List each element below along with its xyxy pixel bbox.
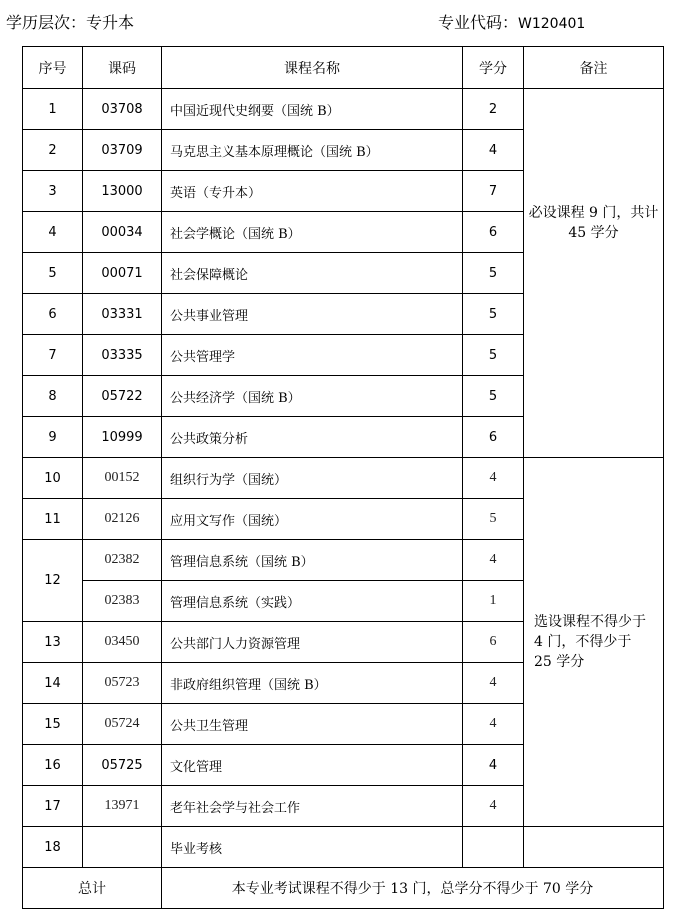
row-name: 社会保障概论	[162, 253, 463, 294]
row-credit: 4	[463, 704, 524, 745]
row-no: 10	[23, 458, 83, 499]
row-name: 毕业考核	[162, 827, 463, 868]
row-code: 02382	[83, 540, 162, 581]
header-no: 序号	[23, 47, 83, 89]
row-name: 组织行为学（国统）	[162, 458, 463, 499]
row-credit: 4	[463, 663, 524, 704]
row-credit: 7	[463, 171, 524, 212]
row-no: 7	[23, 335, 83, 376]
row-code: 13971	[83, 786, 162, 827]
row-name: 英语（专升本）	[162, 171, 463, 212]
header-code: 课码	[83, 47, 162, 89]
table-row	[23, 458, 664, 499]
major-code-value: W120401	[518, 16, 586, 32]
header-remark: 备注	[524, 47, 664, 89]
row-credit: 6	[463, 212, 524, 253]
remark-required: 必设课程 9 门，共计 45 学分	[524, 89, 664, 458]
row-name: 应用文写作（国统）	[162, 499, 463, 540]
row-code: 10999	[83, 417, 162, 458]
row-no: 3	[23, 171, 83, 212]
row-no: 16	[23, 745, 83, 786]
row-no: 18	[23, 827, 83, 868]
row-name: 中国近现代史纲要（国统 B）	[162, 89, 463, 130]
row-code: 03708	[83, 89, 162, 130]
row-no: 12	[23, 540, 83, 622]
education-level: 学历层次：专升本	[6, 13, 135, 32]
row-name: 马克思主义基本原理概论（国统 B）	[162, 130, 463, 171]
row-name: 社会学概论（国统 B）	[162, 212, 463, 253]
row-name: 老年社会学与社会工作	[162, 786, 463, 827]
row-name: 公共政策分析	[162, 417, 463, 458]
row-credit: 4	[463, 786, 524, 827]
row-name: 公共部门人力资源管理	[162, 622, 463, 663]
row-code: 05724	[83, 704, 162, 745]
major-code	[438, 10, 585, 33]
row-credit: 1	[463, 581, 524, 622]
row-name: 管理信息系统（国统 B）	[162, 540, 463, 581]
table-row	[23, 827, 664, 868]
row-name: 文化管理	[162, 745, 463, 786]
row-name: 非政府组织管理（国统 B）	[162, 663, 463, 704]
row-no: 2	[23, 130, 83, 171]
row-code: 03709	[83, 130, 162, 171]
row-no: 9	[23, 417, 83, 458]
row-credit: 6	[463, 417, 524, 458]
row-no: 14	[23, 663, 83, 704]
row-name: 公共管理学	[162, 335, 463, 376]
header-name: 课程名称	[162, 47, 463, 89]
row-no: 4	[23, 212, 83, 253]
row-credit: 4	[463, 458, 524, 499]
row-no: 6	[23, 294, 83, 335]
total-row	[23, 868, 664, 909]
row-credit: 6	[463, 622, 524, 663]
row-name: 公共经济学（国统 B）	[162, 376, 463, 417]
row-credit: 4	[463, 130, 524, 171]
row-code: 05722	[83, 376, 162, 417]
row-code: 00071	[83, 253, 162, 294]
row-code: 03331	[83, 294, 162, 335]
major-code-label: 专业代码：	[438, 13, 519, 32]
table-header-row	[23, 47, 664, 89]
table-row	[23, 89, 664, 130]
course-table	[22, 46, 664, 909]
row-code: 05725	[83, 745, 162, 786]
row-credit: 4	[463, 745, 524, 786]
row-name: 公共卫生管理	[162, 704, 463, 745]
header-credit: 学分	[463, 47, 524, 89]
row-credit: 4	[463, 540, 524, 581]
total-label: 总计	[23, 868, 162, 909]
row-code: 02126	[83, 499, 162, 540]
remark-elective: 选设课程不得少于 4 门，不得少于 25 学分	[524, 458, 664, 827]
row-code: 03335	[83, 335, 162, 376]
row-no: 13	[23, 622, 83, 663]
row-no: 8	[23, 376, 83, 417]
row-code: 03450	[83, 622, 162, 663]
row-remark	[524, 827, 664, 868]
row-credit: 5	[463, 499, 524, 540]
row-code: 00034	[83, 212, 162, 253]
row-no: 1	[23, 89, 83, 130]
row-code: 13000	[83, 171, 162, 212]
row-credit: 2	[463, 89, 524, 130]
row-credit	[463, 827, 524, 868]
row-credit: 5	[463, 335, 524, 376]
row-name: 管理信息系统（实践）	[162, 581, 463, 622]
row-code: 02383	[83, 581, 162, 622]
total-text: 本专业考试课程不得少于 13 门，总学分不得少于 70 学分	[162, 868, 664, 909]
row-no: 5	[23, 253, 83, 294]
row-code: 00152	[83, 458, 162, 499]
row-credit: 5	[463, 294, 524, 335]
row-no: 15	[23, 704, 83, 745]
row-code	[83, 827, 162, 868]
row-credit: 5	[463, 253, 524, 294]
row-no: 11	[23, 499, 83, 540]
row-no: 17	[23, 786, 83, 827]
row-name: 公共事业管理	[162, 294, 463, 335]
row-code: 05723	[83, 663, 162, 704]
row-credit: 5	[463, 376, 524, 417]
